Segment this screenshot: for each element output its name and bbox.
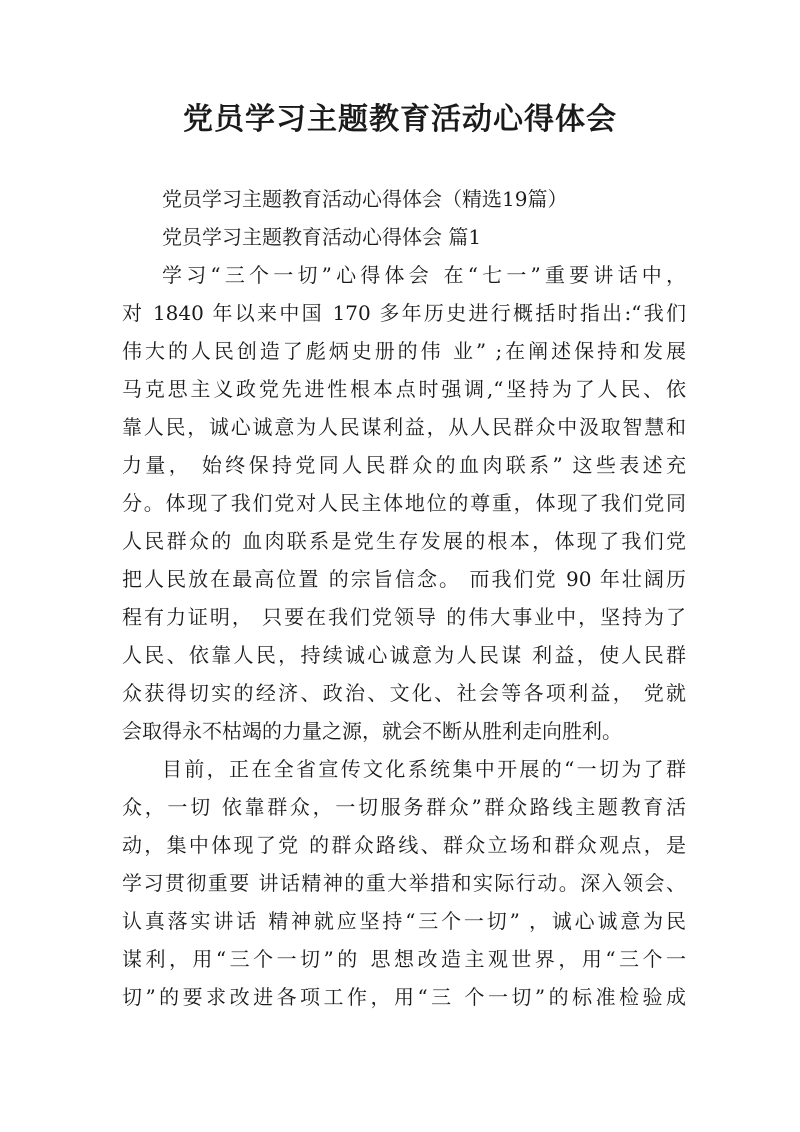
document-body bbox=[122, 180, 686, 1016]
text-line: 学习“三个一切”心得体会 在“七一”重要讲话中， bbox=[162, 263, 686, 287]
text-line: 人民、依靠人民，持续诚心诚意为人民谋 利益，使人民群 bbox=[122, 643, 686, 667]
text-line: 对 1840 年以来中国 170 多年历史进行概括时指出:“我们 bbox=[122, 301, 686, 325]
text-line: 众获得切实的经济、政治、文化、社会等各项利益， 党就 bbox=[122, 681, 686, 705]
text-line: 把人民放在最高位置 的宗旨信念。 而我们党 90 年壮阔历 bbox=[122, 567, 686, 591]
text-line: 学习贯彻重要 讲话精神的重大举措和实际行动。深入领会、 bbox=[122, 871, 686, 895]
text-line: 程有力证明， 只要在我们党领导 的伟大事业中，坚持为了 bbox=[122, 605, 686, 629]
text-line: 力量， 始终保持党同人民群众的血肉联系” 这些表述充 bbox=[122, 453, 686, 477]
text-line: 众，一切 依靠群众，一切服务群众”群众路线主题教育活 bbox=[122, 795, 686, 819]
text-line: 分。体现了我们党对人民主体地位的尊重，体现了我们党同 bbox=[122, 491, 686, 515]
document-title: 党员学习主题教育活动心得体会 bbox=[183, 102, 617, 137]
text-line: 谋利，用“三个一切”的 思想改造主观世界，用“三个一 bbox=[122, 947, 686, 971]
text-line: 会取得永不枯竭的力量之源，就会不断从胜利走向胜利。 bbox=[122, 719, 622, 743]
text-line: 党员学习主题教育活动心得体会 篇1 bbox=[162, 225, 482, 249]
text-line: 党员学习主题教育活动心得体会（精选19篇） bbox=[162, 187, 568, 211]
text-line: 伟大的人民创造了彪炳史册的伟 业” ;在阐述保持和发展 bbox=[122, 339, 686, 363]
text-line: 靠人民，诚心诚意为人民谋利益，从人民群众中汲取智慧和 bbox=[122, 415, 686, 439]
text-line: 马克思主义政党先进性根本点时强调,“坚持为了人民、依 bbox=[122, 377, 686, 401]
text-line: 动，集中体现了党 的群众路线、群众立场和群众观点，是 bbox=[122, 833, 686, 857]
text-line: 目前，正在全省宣传文化系统集中开展的“一切为了群 bbox=[162, 757, 686, 781]
text-line: 认真落实讲话 精神就应坚持“三个一切” ，诚心诚意为民 bbox=[122, 909, 686, 933]
text-line: 人民群众的 血肉联系是党生存发展的根本，体现了我们党 bbox=[122, 529, 686, 553]
text-line: 切”的要求改进各项工作，用“三 个一切”的标准检验成 bbox=[122, 985, 686, 1009]
